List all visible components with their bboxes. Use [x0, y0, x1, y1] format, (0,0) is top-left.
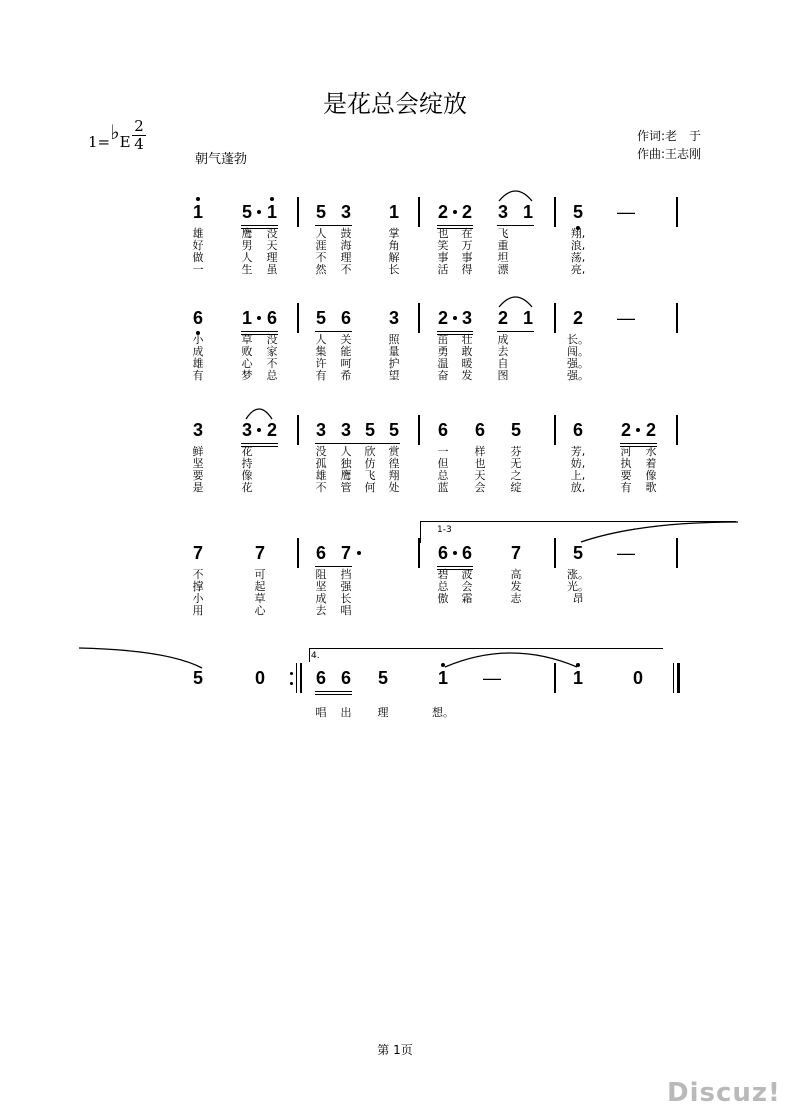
key-signature: [88, 120, 131, 152]
lyric-char: 孤: [315, 457, 327, 470]
volta-line: [309, 648, 663, 649]
lyric-char: 人: [315, 333, 327, 346]
beam-underline: [497, 225, 534, 226]
lyric-char: 鲜: [192, 445, 204, 458]
note: 5: [192, 668, 204, 688]
note: 5: [377, 668, 389, 688]
lyric-char: 一: [192, 263, 204, 276]
lyricist-credit: 作词:老 于: [637, 129, 702, 143]
note-dot: [576, 663, 580, 667]
lyric-char: 没: [266, 227, 278, 240]
lyric-char: 唱: [340, 604, 352, 617]
lyric-char: 鹰: [340, 469, 352, 482]
bar-line: [297, 303, 299, 333]
lyric-char: 自: [497, 357, 509, 370]
lyric-char: 坦: [497, 251, 509, 264]
lyric-char: 护: [388, 357, 400, 370]
volta-label: 1-3: [437, 525, 452, 535]
lyric-char: 草: [241, 333, 253, 346]
lyric-char: 坚: [315, 580, 327, 593]
bar-line: [554, 197, 556, 227]
lyric-char: 唱: [315, 706, 327, 719]
lyric-char: 总: [266, 369, 278, 382]
note: 0: [632, 668, 644, 688]
note: 6: [572, 420, 584, 440]
lyric-char: 发: [510, 580, 522, 593]
lyric-char: 然: [315, 263, 327, 276]
key-prefix: 1=: [88, 133, 111, 151]
note: 3: [192, 420, 204, 440]
lyric-char: 上,: [570, 469, 586, 482]
lyric-char: 强: [340, 580, 352, 593]
lyric-char: 壮: [461, 333, 473, 346]
note: 1: [572, 668, 584, 688]
tempo-marking: 朝气蓬勃: [195, 152, 248, 167]
slur-arc: [444, 652, 578, 669]
lyric-char: 男: [241, 239, 253, 252]
note-dot: [257, 428, 261, 432]
beam-underline: [315, 225, 352, 226]
lyric-char: 但: [437, 457, 449, 470]
lyric-char: 理: [266, 251, 278, 264]
note: 1: [522, 308, 534, 328]
note: 1: [192, 202, 204, 222]
lyric-char: 也: [437, 227, 449, 240]
lyric-char: 荡,: [570, 251, 586, 264]
lyric-char: 鹰: [241, 227, 253, 240]
lyric-char: 没: [315, 445, 327, 458]
lyric-char: 不: [266, 357, 278, 370]
lyric-char: 集: [315, 345, 327, 358]
lyric-char: 坚: [192, 457, 204, 470]
note: 6: [315, 668, 327, 688]
note: 5: [388, 420, 400, 440]
bar-line: [673, 663, 674, 693]
lyric-char: 虽: [266, 263, 278, 276]
lyric-char: 放,: [570, 481, 586, 494]
page-number: 第 1页: [377, 1043, 413, 1057]
lyric-char: 用: [192, 604, 204, 617]
bar-line: [297, 538, 299, 568]
time-denominator: 4: [134, 135, 144, 153]
lyric-char: 徨: [388, 457, 400, 470]
lyric-char: 理: [340, 251, 352, 264]
lyric-char: 高: [510, 568, 522, 581]
note: 5: [315, 202, 327, 222]
note: 2: [461, 202, 473, 222]
lyric-char: 无: [510, 457, 522, 470]
note: 3: [315, 420, 327, 440]
lyric-char: 望: [388, 369, 400, 382]
lyric-char: 茁: [437, 333, 449, 346]
note: 7: [510, 543, 522, 563]
note: 7: [340, 543, 352, 563]
lyric-char: 浪,: [570, 239, 586, 252]
lyric-char: 雄: [192, 227, 204, 240]
bar-line: [297, 197, 299, 227]
note: 6: [474, 420, 486, 440]
beam-underline: [315, 331, 352, 332]
lyric-char: 昂: [572, 592, 584, 605]
beam-underline: [241, 443, 278, 444]
lyric-char: 希: [340, 369, 352, 382]
lyric-char: 有: [620, 481, 632, 494]
lyric-char: 角: [388, 239, 400, 252]
lyric-char: 不: [315, 251, 327, 264]
note-dot: [257, 316, 261, 320]
bar-line: [418, 415, 420, 445]
lyric-char: 可: [254, 568, 266, 581]
note: 7: [192, 543, 204, 563]
note: 6: [340, 308, 352, 328]
note-dot: [270, 197, 274, 201]
note: 3: [388, 308, 400, 328]
lyric-char: 长: [388, 263, 400, 276]
lyric-char: 阻: [315, 568, 327, 581]
note-dot: [453, 210, 457, 214]
time-numerator: 2: [134, 117, 144, 135]
beam-underline: [315, 691, 352, 692]
lyric-char: 好: [192, 239, 204, 252]
lyric-char: 挡: [340, 568, 352, 581]
note-dot: [453, 551, 457, 555]
note: 5: [572, 543, 584, 563]
lyric-char: 小: [192, 333, 204, 346]
note: 2: [437, 202, 449, 222]
note: 2: [645, 420, 657, 440]
note: 5: [510, 420, 522, 440]
lyric-char: 暖: [461, 357, 473, 370]
lyric-char: 会: [461, 580, 473, 593]
lyric-char: 事: [461, 251, 473, 264]
note-dot: [257, 210, 261, 214]
lyric-char: 心: [241, 357, 253, 370]
volta-label: 4.: [311, 651, 320, 661]
lyric-char: 涯: [315, 239, 327, 252]
tie-arc: [580, 520, 740, 544]
lyric-char: 样: [474, 445, 486, 458]
lyric-char: 得: [461, 263, 473, 276]
lyric-char: 没: [266, 333, 278, 346]
lyric-char: 去: [315, 604, 327, 617]
lyric-char: 梦: [241, 369, 253, 382]
beam-underline: [315, 694, 352, 695]
lyric-char: 也: [474, 457, 486, 470]
bar-line: [676, 303, 678, 333]
lyric-char: 强。: [567, 357, 589, 370]
bar-line: [296, 663, 297, 693]
beam-underline: [497, 331, 534, 332]
bar-line: [676, 538, 678, 568]
lyric-char: 要: [620, 469, 632, 482]
lyric-char: 会: [474, 481, 486, 494]
bar-line: [677, 663, 680, 693]
lyric-char: 长。: [567, 333, 589, 346]
lyric-char: 人: [241, 251, 253, 264]
note: 6: [315, 543, 327, 563]
note: 3: [497, 202, 509, 222]
lyric-char: 翔,: [570, 227, 586, 240]
note-dot: [636, 428, 640, 432]
note: 1: [522, 202, 534, 222]
lyric-char: 光。: [567, 580, 589, 593]
note: 7: [254, 543, 266, 563]
repeat-dot: [290, 682, 293, 685]
lyric-char: 雄: [315, 469, 327, 482]
note: 2: [437, 308, 449, 328]
note: 1: [437, 668, 449, 688]
lyric-char: 霜: [461, 592, 473, 605]
sustain-dash: —: [617, 308, 635, 328]
note: 2: [497, 308, 509, 328]
bar-line: [420, 521, 421, 543]
lyric-char: 家: [266, 345, 278, 358]
lyric-char: 败: [241, 345, 253, 358]
repeat-dot: [290, 672, 293, 675]
lyric-char: 像: [645, 469, 657, 482]
lyric-char: 心: [254, 604, 266, 617]
lyric-char: 出: [340, 706, 352, 719]
sustain-dash: —: [617, 543, 635, 563]
lyric-char: 图: [497, 369, 509, 382]
lyric-char: 像: [241, 469, 253, 482]
lyric-char: 翔: [388, 469, 400, 482]
lyric-char: 有: [192, 369, 204, 382]
watermark-logo: Discuz!: [667, 1078, 781, 1108]
lyric-char: 温: [437, 357, 449, 370]
lyric-char: 成: [315, 592, 327, 605]
lyric-char: 小: [192, 592, 204, 605]
beam-underline: [437, 225, 473, 226]
lyric-char: 独: [340, 457, 352, 470]
lyric-char: 生: [241, 263, 253, 276]
note: 5: [572, 202, 584, 222]
lyric-char: 笑: [437, 239, 449, 252]
lyric-char: 雄: [192, 357, 204, 370]
lyric-char: 持: [241, 457, 253, 470]
lyric-char: 成: [497, 333, 509, 346]
bar-line: [418, 197, 420, 227]
lyric-char: 漂: [497, 263, 509, 276]
lyric-char: 发: [461, 369, 473, 382]
lyric-char: 奋: [437, 369, 449, 382]
lyric-char: 活: [437, 263, 449, 276]
lyric-char: 起: [254, 580, 266, 593]
lyric-char: 不: [315, 481, 327, 494]
lyric-char: 撑: [192, 580, 204, 593]
note: 5: [364, 420, 376, 440]
note-dot: [453, 316, 457, 320]
lyric-char: 量: [388, 345, 400, 358]
bar-line: [554, 663, 556, 693]
lyric-char: 人: [340, 445, 352, 458]
lyric-char: 总: [437, 580, 449, 593]
song-title: 是花总会绽放: [323, 90, 467, 118]
beam-underline: [315, 443, 400, 444]
lyric-char: 欣: [364, 445, 376, 458]
lyric-char: 执: [620, 457, 632, 470]
lyric-char: 处: [388, 481, 400, 494]
note: 1: [266, 202, 278, 222]
lyric-char: 飞: [364, 469, 376, 482]
lyric-char: 河: [620, 445, 632, 458]
lyric-char: 不: [340, 263, 352, 276]
bar-line: [676, 197, 678, 227]
note: 6: [461, 543, 473, 563]
note: 6: [340, 668, 352, 688]
lyric-char: 波: [461, 568, 473, 581]
lyric-char: 重: [497, 239, 509, 252]
note: 0: [254, 668, 266, 688]
lyric-char: 碧: [437, 568, 449, 581]
bar-line: [309, 648, 310, 662]
beam-underline: [315, 566, 352, 567]
lyric-char: 关: [340, 333, 352, 346]
lyric-char: 是: [192, 481, 204, 494]
lyric-char: 一: [437, 445, 449, 458]
lyric-char: 强。: [567, 369, 589, 382]
lyric-char: 长: [340, 592, 352, 605]
note: 6: [437, 420, 449, 440]
lyric-char: 照: [388, 333, 400, 346]
lyric-char: 人: [315, 227, 327, 240]
note: 3: [340, 202, 352, 222]
lyric-char: 天: [266, 239, 278, 252]
beam-underline: [437, 331, 473, 332]
bar-line: [418, 538, 420, 568]
lyric-char: 掌: [388, 227, 400, 240]
lyric-char: 勇: [437, 345, 449, 358]
lyric-char: 亮,: [570, 263, 586, 276]
lyric-char: 蓝: [437, 481, 449, 494]
bar-line: [554, 303, 556, 333]
lyric-char: 理: [377, 706, 389, 719]
time-signature: [132, 118, 146, 153]
lyric-char: 志: [510, 592, 522, 605]
bar-line: [297, 415, 299, 445]
note: 3: [241, 420, 253, 440]
lyric-char: 仿: [364, 457, 376, 470]
note-dot: [357, 551, 361, 555]
lyric-char: 傲: [437, 592, 449, 605]
note: 3: [340, 420, 352, 440]
lyric-char: 芬: [510, 445, 522, 458]
lyric-char: 万: [461, 239, 473, 252]
lyric-char: 飞: [497, 227, 509, 240]
lyric-char: 成: [192, 345, 204, 358]
note: 1: [388, 202, 400, 222]
volta-line: [420, 521, 736, 522]
lyric-char: 鼓: [340, 227, 352, 240]
bar-line: [676, 415, 678, 445]
lyric-char: 敢: [461, 345, 473, 358]
lyric-char: 天: [474, 469, 486, 482]
sustain-dash: —: [617, 202, 635, 222]
lyric-char: 许: [315, 357, 327, 370]
note: 2: [620, 420, 632, 440]
lyric-char: 想。: [432, 706, 454, 719]
note: 3: [461, 308, 473, 328]
lyric-char: 总: [437, 469, 449, 482]
lyric-char: 着: [645, 457, 657, 470]
lyric-char: 有: [315, 369, 327, 382]
lyric-char: 海: [340, 239, 352, 252]
note: 5: [315, 308, 327, 328]
lyric-char: 管: [340, 481, 352, 494]
tie-arc: [78, 646, 204, 670]
note: 6: [437, 543, 449, 563]
lyric-char: 事: [437, 251, 449, 264]
bar-line: [554, 415, 556, 445]
lyric-char: 赏: [388, 445, 400, 458]
lyric-char: 去: [497, 345, 509, 358]
lyric-char: 做: [192, 251, 204, 264]
note: 6: [192, 308, 204, 328]
lyric-char: 之: [510, 469, 522, 482]
lyric-char: 何: [364, 481, 376, 494]
lyric-char: 不: [192, 568, 204, 581]
composer-credit: 作曲:王志刚: [637, 147, 702, 161]
note-dot: [196, 197, 200, 201]
key-note: E: [119, 133, 131, 151]
lyric-char: 能: [340, 345, 352, 358]
lyric-char: 水: [645, 445, 657, 458]
beam-underline: [241, 331, 278, 332]
flat-sign: ♭: [110, 120, 120, 144]
sustain-dash: —: [483, 668, 501, 688]
note: 1: [241, 308, 253, 328]
lyric-char: 解: [388, 251, 400, 264]
note: 2: [572, 308, 584, 328]
beam-underline: [241, 225, 278, 226]
lyric-char: 花: [241, 445, 253, 458]
lyric-char: 妨,: [570, 457, 586, 470]
lyric-char: 芳,: [570, 445, 586, 458]
lyric-char: 花: [241, 481, 253, 494]
lyric-char: 歌: [645, 481, 657, 494]
note: 6: [266, 308, 278, 328]
lyric-char: 在: [461, 227, 473, 240]
lyric-char: 绽: [510, 481, 522, 494]
lyric-char: 涨。: [567, 568, 589, 581]
note: 5: [241, 202, 253, 222]
beam-underline: [620, 443, 657, 444]
lyric-char: 闯。: [567, 345, 589, 358]
bar-line: [554, 538, 556, 568]
lyric-char: 草: [254, 592, 266, 605]
note: 2: [266, 420, 278, 440]
lyric-char: 要: [192, 469, 204, 482]
note-dot: [441, 663, 445, 667]
bar-line: [300, 663, 302, 693]
beam-underline: [437, 566, 473, 567]
bar-line: [418, 303, 420, 333]
lyric-char: 呵: [340, 357, 352, 370]
